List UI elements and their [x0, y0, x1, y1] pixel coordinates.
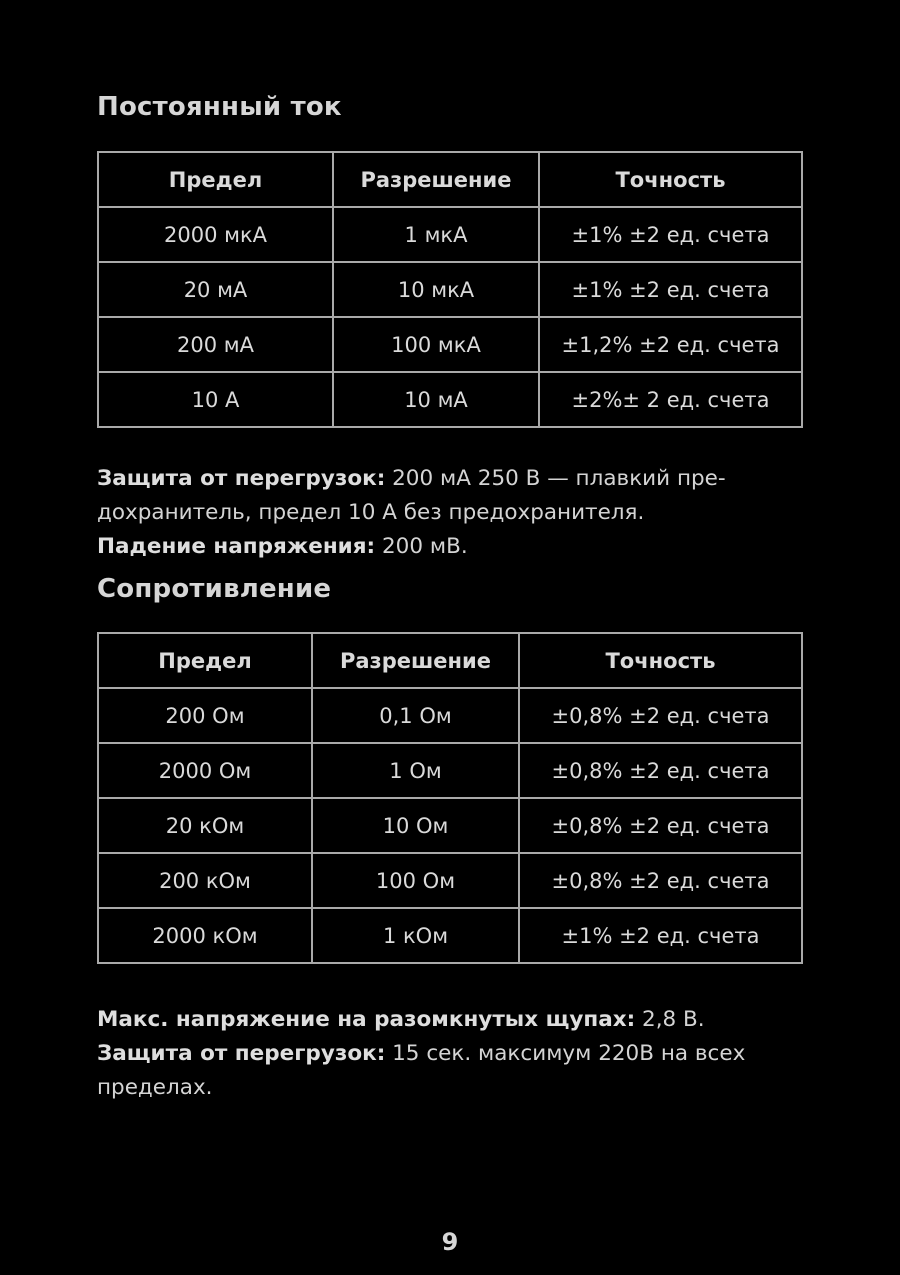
cell-resolution: 10 мА — [333, 372, 539, 427]
cell-accuracy: ±0,8% ±2 ед. счета — [519, 798, 802, 853]
table-row — [98, 908, 802, 963]
header-accuracy: Точность — [539, 152, 802, 207]
header-resolution: Разрешение — [333, 152, 539, 207]
cell-accuracy: ±0,8% ±2 ед. счета — [519, 688, 802, 743]
resistance-table — [97, 632, 803, 964]
table-row — [98, 372, 802, 427]
header-resolution: Разрешение — [312, 633, 519, 688]
table-row — [98, 688, 802, 743]
cell-range: 2000 кОм — [98, 908, 312, 963]
cell-accuracy: ±2%± 2 ед. счета — [539, 372, 802, 427]
header-accuracy: Точность — [519, 633, 802, 688]
table-row — [98, 207, 802, 262]
cell-accuracy: ±1% ±2 ед. счета — [539, 207, 802, 262]
cell-range: 2000 Ом — [98, 743, 312, 798]
cell-range: 200 кОм — [98, 853, 312, 908]
cell-resolution: 1 Ом — [312, 743, 519, 798]
max-voltage-label: Макс. напряжение на разомкнутых щупах: — [97, 1007, 636, 1032]
cell-accuracy: ±1,2% ±2 ед. счета — [539, 317, 802, 372]
overload-label: Защита от перегрузок: — [97, 466, 386, 491]
page-number: 9 — [441, 1228, 459, 1256]
voltage-drop-text: 200 мВ. — [375, 534, 468, 559]
cell-accuracy: ±0,8% ±2 ед. счета — [519, 743, 802, 798]
cell-resolution: 1 кОм — [312, 908, 519, 963]
table-header-row — [98, 152, 802, 207]
header-range: Предел — [98, 633, 312, 688]
table-row — [98, 743, 802, 798]
table-row — [98, 853, 802, 908]
cell-accuracy: ±1% ±2 ед. счета — [519, 908, 802, 963]
overload-text: 200 мА 250 В — плавкий пре- дохранитель, предел 10 А без предохранителя. — [97, 466, 726, 525]
cell-range: 20 мА — [98, 262, 333, 317]
table-header-row — [98, 633, 802, 688]
table-row — [98, 262, 802, 317]
cell-range: 200 Ом — [98, 688, 312, 743]
cell-accuracy: ±1% ±2 ед. счета — [539, 262, 802, 317]
cell-range: 2000 мкА — [98, 207, 333, 262]
cell-resolution: 10 мкА — [333, 262, 539, 317]
cell-resolution: 1 мкА — [333, 207, 539, 262]
cell-range: 200 мА — [98, 317, 333, 372]
cell-resolution: 0,1 Ом — [312, 688, 519, 743]
overload-label: Защита от перегрузок: — [97, 1041, 386, 1066]
overload-text: 15 сек. максимум 220В на всех пределах. — [97, 1041, 746, 1100]
dc-notes — [97, 462, 817, 564]
cell-resolution: 100 мкА — [333, 317, 539, 372]
cell-resolution: 10 Ом — [312, 798, 519, 853]
cell-accuracy: ±0,8% ±2 ед. счета — [519, 853, 802, 908]
section-title-dc-current: Постоянный ток — [97, 92, 342, 122]
max-voltage-text: 2,8 В. — [635, 1007, 705, 1032]
section-title-resistance: Сопротивление — [97, 574, 332, 604]
cell-range: 20 кОм — [98, 798, 312, 853]
cell-resolution: 100 Ом — [312, 853, 519, 908]
cell-range: 10 А — [98, 372, 333, 427]
table-row — [98, 798, 802, 853]
dc-current-table — [97, 151, 803, 428]
resistance-notes — [97, 1003, 817, 1105]
header-range: Предел — [98, 152, 333, 207]
voltage-drop-label: Падение напряжения: — [97, 534, 376, 559]
table-row — [98, 317, 802, 372]
